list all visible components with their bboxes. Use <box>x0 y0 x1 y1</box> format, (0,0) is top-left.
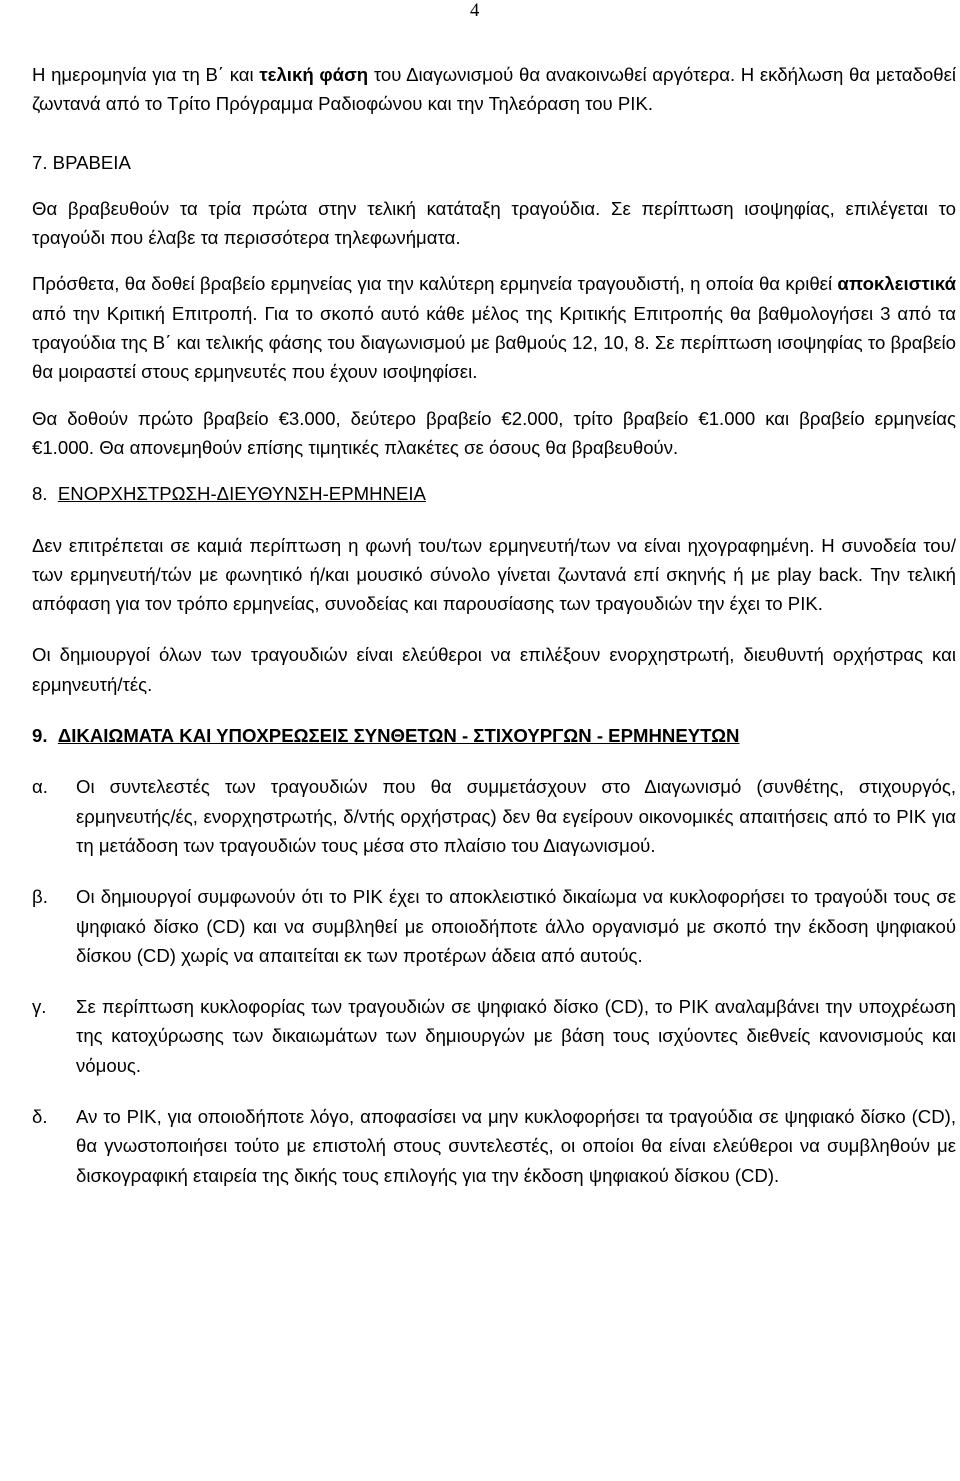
section-8-heading <box>32 479 956 508</box>
section-7-paragraph-2 <box>32 269 956 386</box>
section-7-p2-text-a: Πρόσθετα, θα δοθεί βραβείο ερμηνείας για την καλύτερη ερμηνεία τραγουδιστή, η οποία θα κριθεί <box>32 273 838 295</box>
list-item <box>32 1102 956 1190</box>
list-item-text: Αν το ΡΙΚ, για οποιοδήποτε λόγο, αποφασίσει να μην κυκλοφορήσει τα τραγούδια σε ψηφιακό δίσκο (CD), θα γνωστοποιήσει τούτο με επιστολή στους συντελεστές, οι οποίοι θα είναι ελεύθεροι να συμβληθούν με δισκογραφική εταιρεία της δικής τους επιλογής για την έκδοση ψηφιακού δίσκου (CD). <box>76 1106 956 1186</box>
list-item <box>32 992 956 1080</box>
section-8-paragraph-1: Δεν επιτρέπεται σε καμιά περίπτωση η φωνή του/των ερμηνευτή/των να είναι ηχογραφημένη. Η συνοδεία του/των ερμηνευτή/τών με φωνητικό ή/και μουσικό σύνολο γίνεται ζωντανά επί σκηνής ή με play back. Την τελική απόφαση για τον τρόπο ερμηνείας, συνοδείας και παρουσίασης των τραγουδιών την έχει το ΡΙΚ. <box>32 534 956 615</box>
list-item <box>32 772 956 860</box>
list-item-label: β. <box>32 886 48 908</box>
list-item-text: Σε περίπτωση κυκλοφορίας των τραγουδιών σε ψηφιακό δίσκο (CD), το ΡΙΚ αναλαμβάνει την υποχρέωση της κατοχύρωσης των δικαιωμάτων των δημιουργών με βάση τους ισχύοντες διεθνείς κανονισμούς και νόμους. <box>76 996 956 1076</box>
section-8-number: 8. <box>32 483 48 505</box>
page-number: 4 <box>470 0 480 21</box>
section-7-p2-text-b: από την Κριτική Επιτροπή. Για το σκοπό αυτό κάθε μέλος της Κριτικής Επιτροπής θα βαθμολογήσει 3 από τα τραγούδια της Β΄ και τελικής φάσης του διαγωνισμού με βαθμούς 12, 10, 8. Σε περίπτωση ισοψηφίας το βραβείο θα μοιραστεί στους ερμηνευτές που έχουν ισοψηφίσει. <box>32 302 956 383</box>
intro-bold-final-phase: τελική φάση <box>259 64 369 85</box>
section-7-paragraph-3: Θα δοθούν πρώτο βραβείο €3.000, δεύτερο βραβείο €2.000, τρίτο βραβείο €1.000 και βραβείο ερμηνείας €1.000. Θα απονεμηθούν επίσης τιμητικές πλακέτες σε όσους θα βραβευθούν. <box>32 407 956 458</box>
section-8-title: ΕΝΟΡΧΗΣΤΡΩΣΗ-ΔΙΕΥΘΥΝΣΗ-ΕΡΜΗΝΕΙΑ <box>57 483 426 505</box>
section-7-heading: 7. ΒΡΑΒΕΙΑ <box>32 151 131 173</box>
list-item-label: γ. <box>32 996 47 1018</box>
section-9-heading <box>32 721 956 750</box>
list-item-text: Οι δημιουργοί συμφωνούν ότι το ΡΙΚ έχει το αποκλειστικό δικαίωμα να κυκλοφορήσει το τραγούδι τους σε ψηφιακό δίσκο (CD) και να συμβληθεί με οποιοδήποτε άλλο οργανισμό με σκοπό την έκδοση ψηφιακού δίσκου (CD) χωρίς να απαιτείται εκ των προτέρων άδεια από αυτούς. <box>76 886 956 966</box>
section-8-paragraph-2: Οι δημιουργοί όλων των τραγουδιών είναι ελεύθεροι να επιλέξουν ενορχηστρωτή, διευθυντή ορχήστρας και ερμηνευτή/τές. <box>32 644 956 695</box>
document-body <box>32 60 956 1190</box>
list-item-text: Οι συντελεστές των τραγουδιών που θα συμμετάσχουν στο Διαγωνισμό (συνθέτης, στιχουργός, ερμηνευτής/ές, ενορχηστρωτής, δ/ντής ορχήστρας) δεν θα εγείρουν οικονομικές απαιτήσεις από το ΡΙΚ για τη μετάδοση των τραγουδιών τους μέσα στο πλαίσιο του Διαγωνισμού. <box>76 776 956 856</box>
intro-text-2: του Διαγωνισμού θα ανακοινωθεί αργότερα. Η εκδήλωση θα μεταδοθεί ζωντανά από το Τρίτο Πρόγραμμα Ραδιοφώνου και την Τηλεόραση του ΡΙΚ. <box>32 64 956 115</box>
list-item-label: δ. <box>32 1106 48 1128</box>
section-9-title: ΔΙΚΑΙΩΜΑΤΑ ΚΑΙ ΥΠΟΧΡΕΩΣΕΙΣ ΣΥΝΘΕΤΩΝ - ΣΤΙΧΟΥΡΓΩΝ - ΕΡΜΗΝΕΥΤΩΝ <box>57 725 740 747</box>
list-item-label: α. <box>32 776 48 798</box>
section-7-paragraph-1: Θα βραβευθούν τα τρία πρώτα στην τελική κατάταξη τραγούδια. Σε περίπτωση ισοψηφίας, επιλέγεται το τραγούδι που έλαβε τα περισσότερα τηλεφωνήματα. <box>32 197 956 249</box>
list-item <box>32 882 956 970</box>
section-7-p2-bold: αποκλειστικά <box>837 273 956 295</box>
intro-text-1: Η ημερομηνία για τη Β΄ και <box>32 64 260 85</box>
section-9-number: 9. <box>32 725 48 747</box>
intro-paragraph <box>32 60 956 119</box>
